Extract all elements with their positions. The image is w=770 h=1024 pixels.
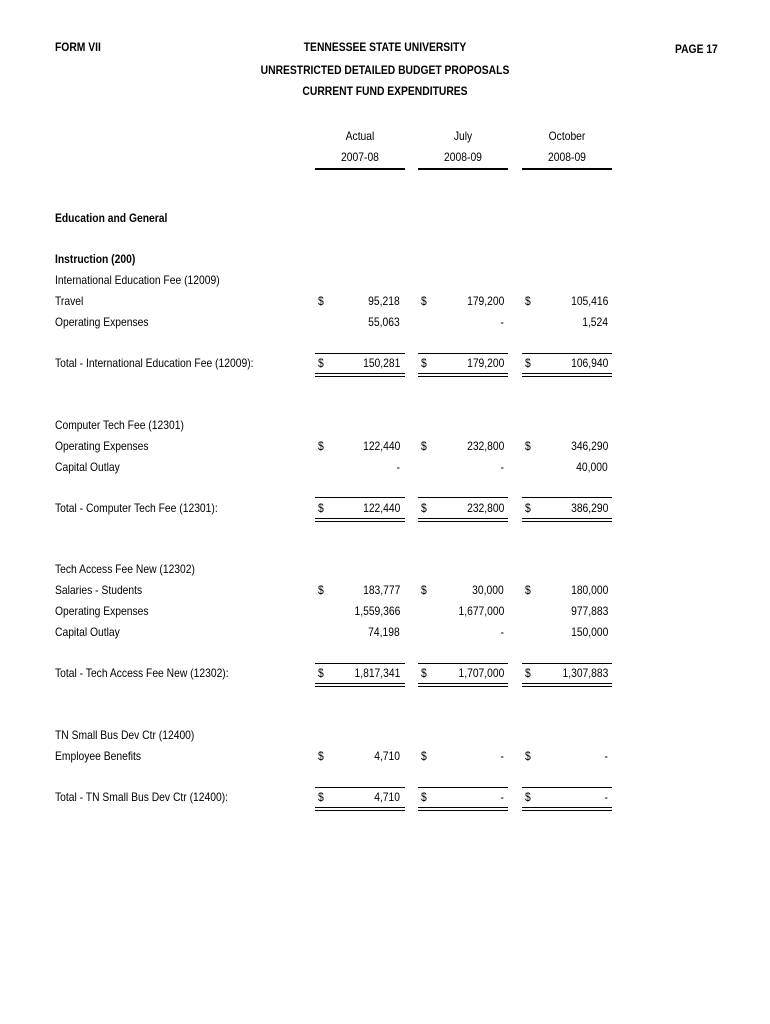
cell-actual: 122,440 (362, 439, 400, 453)
currency-symbol: $ (421, 790, 427, 804)
col-october-underline (522, 168, 612, 170)
page-number: PAGE 17 (675, 42, 718, 56)
total-double-rule (522, 683, 612, 687)
total-double-rule (522, 807, 612, 811)
total-october: 1,307,883 (562, 666, 608, 680)
total-october: 106,940 (570, 356, 608, 370)
total-july: - (500, 790, 504, 804)
total-double-rule (315, 518, 405, 522)
cell-july: - (500, 460, 504, 474)
total-double-rule (315, 683, 405, 687)
col-actual-underline (315, 168, 405, 170)
cell-july: 179,200 (466, 294, 504, 308)
col-july-line2: 2008-09 (444, 150, 482, 164)
currency-symbol: $ (421, 583, 427, 597)
total-top-rule (522, 663, 612, 664)
group-title: Tech Access Fee New (12302) (55, 562, 195, 576)
col-actual-line2: 2007-08 (341, 150, 379, 164)
cell-actual: 74,198 (368, 625, 400, 639)
col-actual-line1: Actual (345, 129, 375, 143)
currency-symbol: $ (525, 583, 531, 597)
total-top-rule (418, 497, 508, 498)
cell-actual: 183,777 (362, 583, 400, 597)
currency-symbol: $ (318, 583, 324, 597)
total-july: 232,800 (466, 501, 504, 515)
cell-october: 1,524 (582, 315, 608, 329)
cell-july: 1,677,000 (458, 604, 504, 618)
total-actual: 4,710 (374, 790, 400, 804)
total-double-rule (418, 683, 508, 687)
cell-july: 232,800 (466, 439, 504, 453)
currency-symbol: $ (318, 790, 324, 804)
currency-symbol: $ (421, 439, 427, 453)
total-july: 179,200 (466, 356, 504, 370)
currency-symbol: $ (421, 356, 427, 370)
currency-symbol: $ (525, 666, 531, 680)
total-actual: 150,281 (362, 356, 400, 370)
currency-symbol: $ (318, 749, 324, 763)
total-actual: 1,817,341 (354, 666, 400, 680)
total-double-rule (315, 373, 405, 377)
group-title: TN Small Bus Dev Ctr (12400) (55, 728, 195, 742)
currency-symbol: $ (318, 294, 324, 308)
total-double-rule (522, 518, 612, 522)
row-label: Operating Expenses (55, 315, 149, 329)
total-july: 1,707,000 (458, 666, 504, 680)
currency-symbol: $ (525, 356, 531, 370)
currency-symbol: $ (525, 294, 531, 308)
total-double-rule (418, 518, 508, 522)
currency-symbol: $ (421, 501, 427, 515)
total-top-rule (315, 353, 405, 354)
cell-actual: - (396, 460, 400, 474)
col-october-line2: 2008-09 (548, 150, 586, 164)
currency-symbol: $ (421, 294, 427, 308)
title-line-3: CURRENT FUND EXPENDITURES (302, 84, 468, 98)
cell-actual: 4,710 (374, 749, 400, 763)
currency-symbol: $ (318, 356, 324, 370)
row-label: Operating Expenses (55, 604, 149, 618)
currency-symbol: $ (318, 666, 324, 680)
total-top-rule (418, 353, 508, 354)
total-double-rule (315, 807, 405, 811)
currency-symbol: $ (525, 439, 531, 453)
total-top-rule (315, 663, 405, 664)
col-october-line1: October (548, 129, 586, 143)
col-july-underline (418, 168, 508, 170)
currency-symbol: $ (421, 749, 427, 763)
section-title: Education and General (55, 211, 168, 225)
currency-symbol: $ (525, 749, 531, 763)
total-october: - (604, 790, 608, 804)
row-label: Travel (55, 294, 84, 308)
cell-october: 150,000 (570, 625, 608, 639)
total-label: Total - Computer Tech Fee (12301): (55, 501, 218, 515)
cell-july: - (500, 749, 504, 763)
subsection-title: Instruction (200) (55, 252, 136, 266)
total-label: Total - Tech Access Fee New (12302): (55, 666, 229, 680)
row-label: Capital Outlay (55, 460, 120, 474)
total-top-rule (418, 787, 508, 788)
currency-symbol: $ (318, 501, 324, 515)
total-double-rule (418, 807, 508, 811)
currency-symbol: $ (525, 501, 531, 515)
cell-actual: 55,063 (368, 315, 400, 329)
total-october: 386,290 (570, 501, 608, 515)
cell-actual: 1,559,366 (354, 604, 400, 618)
group-title: Computer Tech Fee (12301) (55, 418, 184, 432)
currency-symbol: $ (318, 439, 324, 453)
cell-october: 105,416 (570, 294, 608, 308)
row-label: Operating Expenses (55, 439, 149, 453)
total-label: Total - TN Small Bus Dev Ctr (12400): (55, 790, 229, 804)
currency-symbol: $ (421, 666, 427, 680)
cell-july: - (500, 625, 504, 639)
total-top-rule (522, 353, 612, 354)
total-label: Total - International Education Fee (12009): (55, 356, 254, 370)
total-top-rule (315, 497, 405, 498)
cell-october: 40,000 (576, 460, 608, 474)
title-line-1: TENNESSEE STATE UNIVERSITY (303, 40, 467, 54)
cell-july: 30,000 (472, 583, 504, 597)
cell-october: 180,000 (570, 583, 608, 597)
col-july-line1: July (453, 129, 473, 143)
title-line-2: UNRESTRICTED DETAILED BUDGET PROPOSALS (260, 63, 510, 77)
total-top-rule (418, 663, 508, 664)
row-label: Capital Outlay (55, 625, 120, 639)
total-actual: 122,440 (362, 501, 400, 515)
cell-july: - (500, 315, 504, 329)
row-label: Salaries - Students (55, 583, 143, 597)
cell-october: 346,290 (570, 439, 608, 453)
total-double-rule (522, 373, 612, 377)
total-double-rule (418, 373, 508, 377)
cell-actual: 95,218 (368, 294, 400, 308)
cell-october: 977,883 (570, 604, 608, 618)
total-top-rule (315, 787, 405, 788)
group-title: International Education Fee (12009) (55, 273, 220, 287)
currency-symbol: $ (525, 790, 531, 804)
form-label: FORM VII (55, 40, 101, 54)
row-label: Employee Benefits (55, 749, 142, 763)
total-top-rule (522, 497, 612, 498)
cell-october: - (604, 749, 608, 763)
total-top-rule (522, 787, 612, 788)
